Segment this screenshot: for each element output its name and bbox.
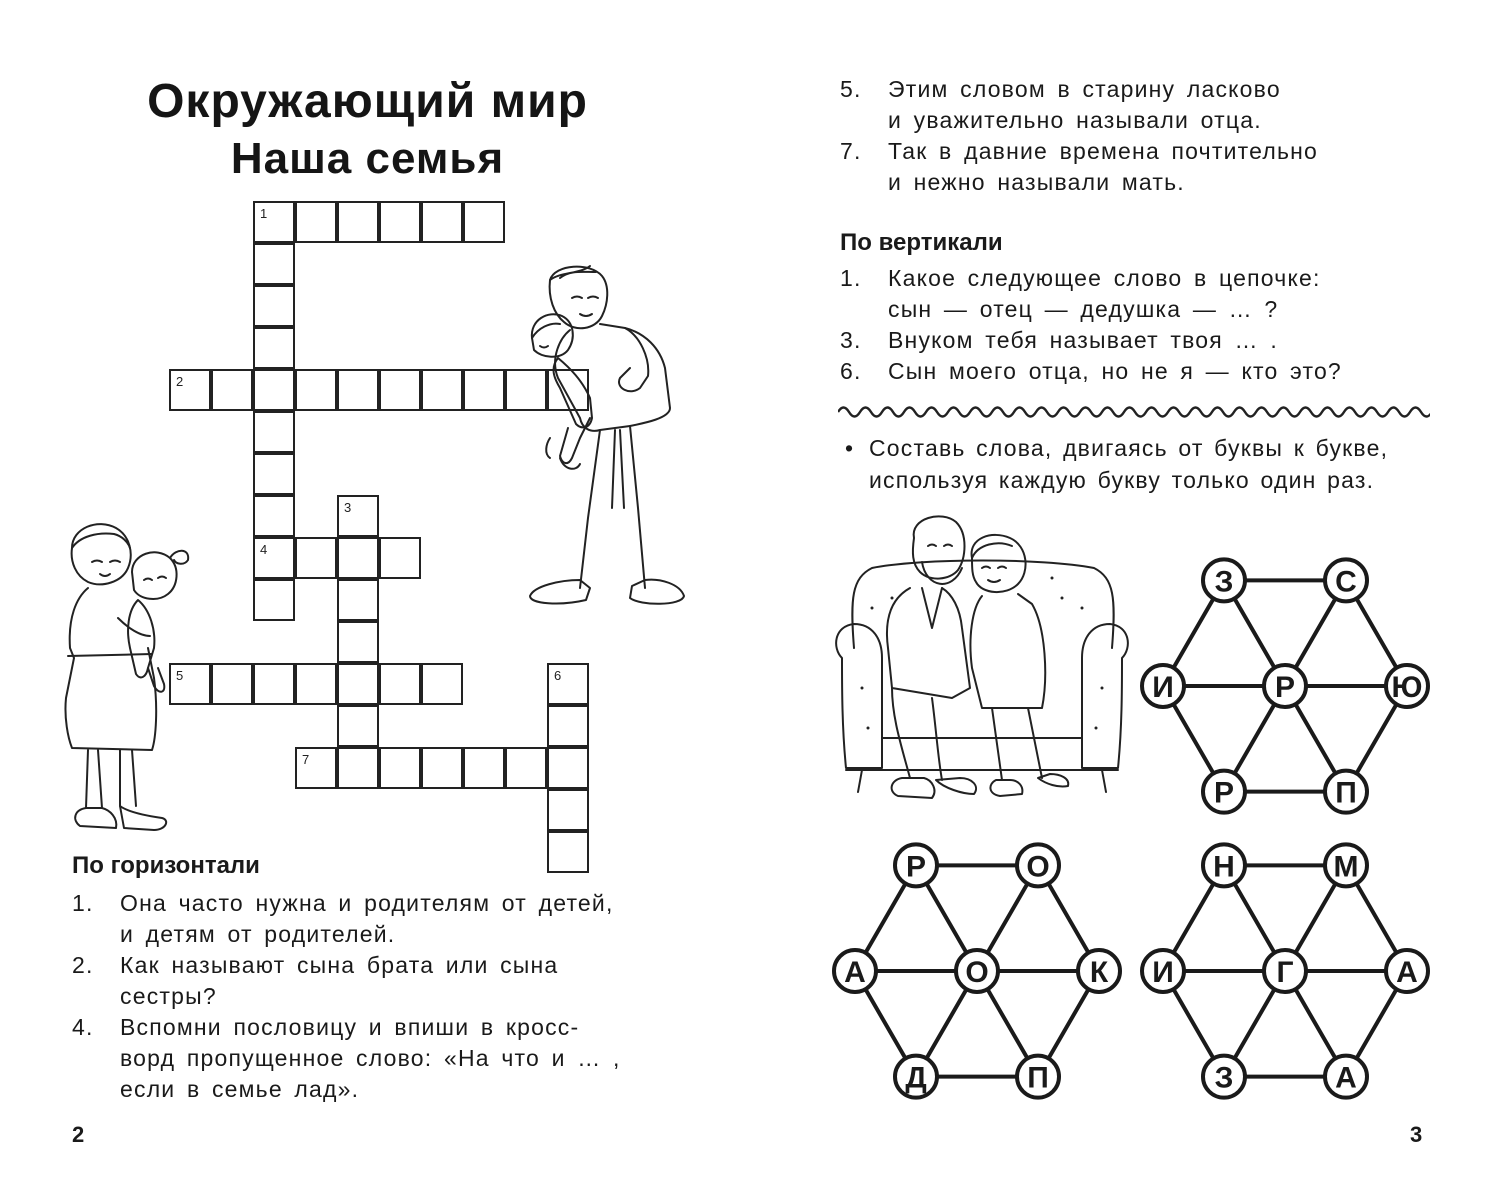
letter-node-text: А (844, 956, 866, 989)
letter-node[interactable] (1203, 1056, 1245, 1098)
letter-node-text: З (1214, 1061, 1234, 1095)
clue-line: Она часто нужна и родителям от детей, (120, 890, 614, 916)
crossword-cell-number: 3 (344, 500, 352, 515)
letter-node-text: Н (1213, 850, 1235, 884)
letter-node[interactable] (1264, 665, 1306, 707)
clue-number: 1. (840, 265, 862, 291)
letter-node-text: З (1214, 565, 1234, 599)
letter-node-text: О (965, 956, 989, 989)
vertical-heading: По вертикали (840, 229, 1003, 256)
crossword-cell-number: 5 (176, 668, 184, 683)
task-line: используя каждую букву только один раз. (869, 467, 1375, 493)
letter-node[interactable] (895, 1056, 937, 1098)
letter-node-text: И (1152, 956, 1174, 989)
clue-line: Этим словом в старину ласково (888, 76, 1281, 102)
clue-line: если в семье лад». (120, 1076, 360, 1102)
crossword-cell-number: 4 (260, 542, 268, 557)
page-number-right: 3 (1410, 1122, 1423, 1147)
letter-node-text: И (1152, 671, 1174, 704)
clue-line: Вспомни пословицу и впиши в кросс- (120, 1014, 580, 1040)
letter-node-text: С (1335, 565, 1357, 599)
hexagon-letter-puzzle (834, 844, 1120, 1097)
letter-node-text: П (1335, 776, 1357, 810)
clue-line: Какое следующее слово в цепочке: (888, 265, 1321, 291)
clue-number: 1. (72, 890, 94, 916)
letter-node[interactable] (834, 950, 876, 992)
letter-node[interactable] (1386, 950, 1428, 992)
letter-node-text: Г (1276, 956, 1294, 989)
clue-line: Внуком тебя называет твоя … . (888, 327, 1278, 353)
clue-line: и уважительно называли отца. (888, 107, 1262, 133)
letter-node[interactable] (1386, 665, 1428, 707)
clue-number: 2. (72, 952, 94, 978)
letter-node[interactable] (1203, 559, 1245, 601)
task-line: Составь слова, двигаясь от буквы к букве, (869, 435, 1389, 461)
letter-node-text: Д (905, 1061, 927, 1095)
page-number-left: 2 (72, 1122, 85, 1147)
clue-line: сын — отец — дедушка — … ? (888, 296, 1279, 322)
letter-node-text: М (1333, 850, 1359, 884)
letter-node[interactable] (1017, 844, 1059, 886)
letter-node[interactable] (1078, 950, 1120, 992)
letter-node[interactable] (1325, 844, 1367, 886)
letter-node-text: Р (1213, 776, 1235, 810)
bullet-dot: • (845, 435, 855, 461)
crossword-cell-number: 6 (554, 668, 562, 683)
letter-node[interactable] (956, 950, 998, 992)
clue-line: Как называют сына брата или сына (120, 952, 559, 978)
letter-node[interactable] (1264, 950, 1306, 992)
letter-node[interactable] (1203, 844, 1245, 886)
page-title: Окружающий мир (147, 75, 588, 128)
letter-node-text: О (1026, 850, 1050, 884)
letter-node[interactable] (895, 844, 937, 886)
clue-line: ворд пропущенное слово: «На что и … , (120, 1045, 621, 1071)
clue-line: и детям от родителей. (120, 921, 396, 947)
letter-node[interactable] (1325, 771, 1367, 813)
hexagon-letter-puzzle (1142, 844, 1428, 1097)
letter-node-text: А (1335, 1061, 1357, 1095)
clue-number: 3. (840, 327, 862, 353)
clue-line: сестры? (120, 983, 217, 1009)
letter-node-text: А (1396, 956, 1418, 989)
clue-line: Так в давние времена почтительно (888, 138, 1319, 164)
letter-node[interactable] (1142, 950, 1184, 992)
clue-number: 6. (840, 358, 862, 384)
clue-line: и нежно называли мать. (888, 169, 1185, 195)
letter-node[interactable] (1203, 771, 1245, 813)
letter-node[interactable] (1325, 1056, 1367, 1098)
letter-node[interactable] (1017, 1056, 1059, 1098)
letter-node-text: Р (905, 850, 927, 884)
clue-number: 4. (72, 1014, 94, 1040)
letter-node-text: П (1027, 1061, 1049, 1095)
clue-line: Сын моего отца, но не я — кто это? (888, 358, 1342, 384)
crossword-cell-number: 2 (176, 374, 184, 389)
letter-node-text: Ю (1391, 671, 1423, 704)
hexagon-letter-puzzle (1142, 559, 1428, 812)
letter-node[interactable] (1142, 665, 1184, 707)
page-subtitle: Наша семья (230, 134, 505, 183)
crossword-cell-number: 7 (302, 752, 310, 767)
horizontal-heading: По горизонтали (72, 852, 260, 879)
letter-node-text: Р (1274, 671, 1296, 704)
letter-node-text: К (1089, 956, 1109, 989)
crossword-cell-number: 1 (260, 206, 268, 221)
clue-number: 5. (840, 76, 862, 102)
letter-node[interactable] (1325, 559, 1367, 601)
clue-number: 7. (840, 138, 862, 164)
